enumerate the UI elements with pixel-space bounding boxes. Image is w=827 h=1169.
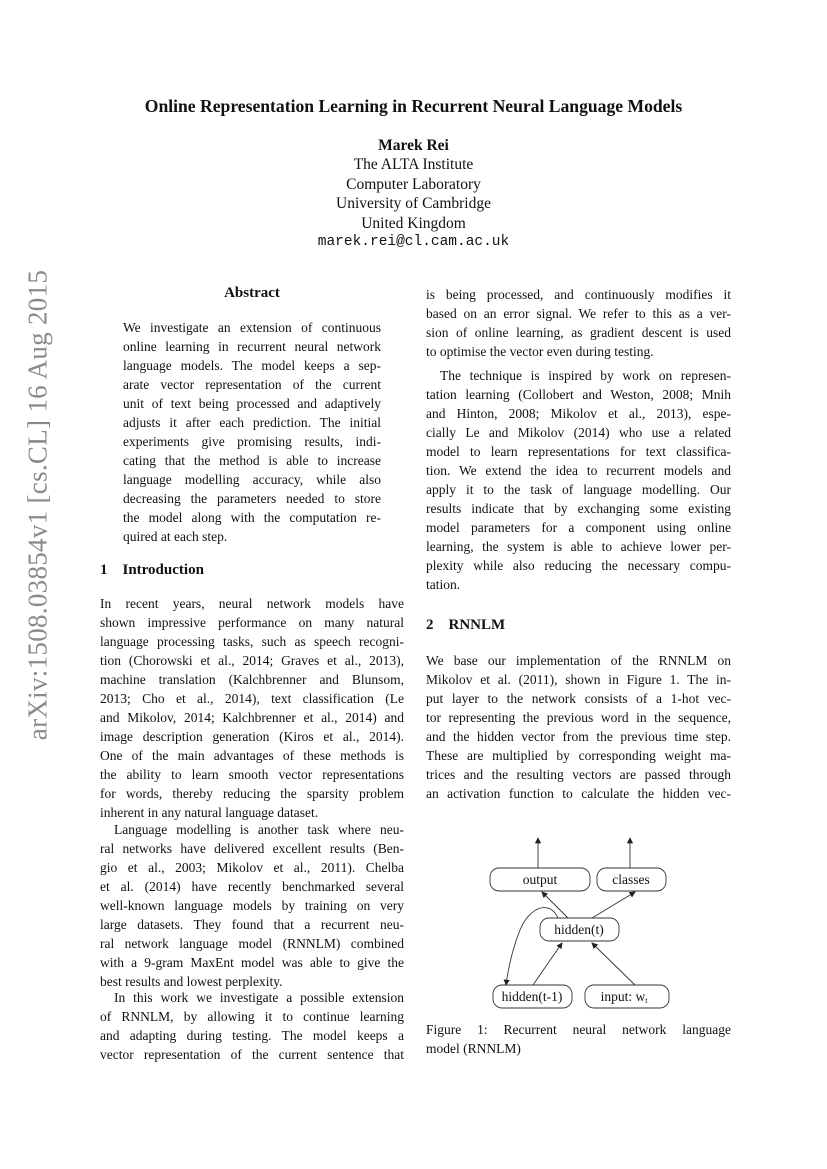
section-title: RNNLM [448, 617, 506, 633]
text-line: an activation function to calculate the hidden vec- [426, 786, 731, 801]
text-line: model parameters for a component using online [426, 520, 731, 535]
node-label [601, 989, 649, 1005]
node-label: output [522, 872, 558, 887]
figure-caption [426, 1020, 731, 1058]
text-line: with a 9-gram MaxEnt model was able to give the [100, 955, 404, 970]
section-number: 1 [100, 562, 108, 578]
affiliation-line: United Kingdom [361, 214, 466, 232]
author-email: marek.rei@cl.cam.ac.uk [317, 234, 510, 251]
section-number: 2 [426, 617, 434, 633]
caption-line: Figure 1: Recurrent neural network language [426, 1022, 731, 1037]
text-line: The technique is inspired by work on represen- [440, 368, 731, 383]
arrow [592, 892, 635, 918]
text-line: results indicate that by exchanging some existing [426, 501, 731, 516]
node-label-text: input: w [600, 989, 646, 1004]
text-line: of RNNLM, by allowing it to continue learning [100, 1009, 404, 1024]
intro-paragraph [100, 988, 404, 1064]
affiliation-line: Computer Laboratory [346, 175, 481, 193]
text-line: tation. [426, 577, 461, 592]
text-line: tation learning (Collobert and Weston, 2008; Mnih [426, 387, 731, 402]
right-paragraph [426, 285, 731, 361]
text-line: gio et al., 2003; Mikolov et al., 2011). Chelba [100, 860, 404, 875]
text-line: tion. We extend the idea to recurrent models and [426, 463, 731, 478]
text-line: decreasing the parameters needed to store [123, 491, 381, 506]
text-line: These are multiplied by corresponding weight ma- [426, 748, 731, 763]
text-line: large datasets. They found that a recurrent neu- [100, 917, 404, 932]
author-block [0, 136, 827, 252]
text-line: machine translation (Kalchbrenner and Blunsom, [100, 672, 404, 687]
text-line: unit of text being processed and adaptively [123, 396, 381, 411]
text-line: language models. The model keeps a sep- [123, 358, 381, 373]
text-line: well-known language models by training on very [100, 898, 404, 913]
text-line: trices and the resulting vectors are passed through [426, 767, 731, 782]
caption-line: model (RNNLM) [426, 1041, 521, 1056]
node-label: classes [612, 872, 650, 887]
node-label-subscript: t [645, 996, 648, 1005]
text-line: tion (Chorowski et al., 2014; Graves et al., 2013), [100, 653, 404, 668]
text-line: image description generation (Kiros et al., 2014). [100, 729, 404, 744]
text-line: ral networks have delivered excellent results (Ben- [100, 841, 404, 856]
text-line: learning, the system is able to achieve lower per- [426, 539, 731, 554]
text-line: language modelling accuracy, while also [123, 472, 381, 487]
text-line: tor representing the previous word in the sequence, [426, 710, 731, 725]
text-line: online learning in recurrent neural network [123, 339, 381, 354]
intro-paragraph [100, 594, 404, 822]
abstract-body [123, 318, 381, 546]
text-line: based on an error signal. We refer to this as a ver- [426, 306, 731, 321]
text-line: adjusts it after each prediction. The initial [123, 415, 381, 430]
text-line: Mikolov et al. (2011), shown in Figure 1. The in- [426, 672, 731, 687]
recurrent-arrow [506, 908, 558, 985]
author-name: Marek Rei [378, 137, 449, 154]
text-line: Language modelling is another task where neu- [114, 822, 404, 837]
right-paragraph [426, 366, 731, 594]
text-line: cating that the method is able to increase [123, 453, 381, 468]
section-heading-introduction [100, 562, 204, 579]
arrow [542, 892, 568, 918]
intro-paragraph [100, 820, 404, 991]
arrow [592, 943, 635, 985]
rnnlm-paragraph [426, 651, 731, 803]
text-line: the model along with the computation re- [123, 510, 381, 525]
text-line: ral network language model (RNNLM) combined [100, 936, 404, 951]
text-line: We investigate an extension of continuous [123, 320, 381, 335]
node-label: hidden(t) [554, 922, 604, 937]
paper-title: Online Representation Learning in Recurrent Neural Language Models [144, 96, 683, 116]
node-label: hidden(t-1) [501, 989, 563, 1004]
text-line: for words, thereby reducing the sparsity problem [100, 786, 404, 801]
text-line: best results and lowest perplexity. [100, 974, 283, 989]
text-line: shown impressive performance on many natural [100, 615, 404, 630]
text-line: apply it to the task of language modelling. Our [426, 482, 731, 497]
text-line: arate vector representation of the current [123, 377, 381, 392]
text-line: to optimise the vector even during testing. [426, 344, 654, 359]
text-line: 2013; Cho et al., 2014), text classification (Le [100, 691, 404, 706]
affiliation-line: University of Cambridge [336, 195, 491, 213]
arxiv-stamp: arXiv:1508.03854v1 [cs.CL] 16 Aug 2015 [22, 269, 53, 741]
text-line: model to learn representations for text classifica- [426, 444, 731, 459]
abstract-heading: Abstract [224, 285, 280, 301]
text-line: language processing tasks, such as speech recogni- [100, 634, 404, 649]
text-line: and Hinton, 2008; Mikolov et al., 2013), espe- [426, 406, 731, 421]
text-line: and adapting during testing. The model keeps a [100, 1028, 404, 1043]
text-line: inherent in any natural language dataset. [100, 805, 319, 820]
rnnlm-diagram [480, 830, 680, 1015]
text-line: vector representation of the current sentence that [100, 1047, 404, 1062]
text-line: One of the main advantages of these methods is [100, 748, 404, 763]
text-line: experiments give promising results, indi- [123, 434, 381, 449]
text-line: quired at each step. [123, 529, 228, 544]
text-line: the ability to learn smooth vector representations [100, 767, 404, 782]
text-line: cially Le and Mikolov (2014) who use a related [426, 425, 731, 440]
text-line: put layer to the network consists of a 1-hot vec- [426, 691, 731, 706]
text-line: et al. (2014) have recently benchmarked several [100, 879, 404, 894]
text-line: and the hidden vector from the previous time step. [426, 729, 731, 744]
text-line: plexity while also reducing the necessary compu- [426, 558, 731, 573]
arrow [533, 943, 562, 985]
affiliation-line: The ALTA Institute [353, 156, 474, 174]
text-line: In this work we investigate a possible extension [114, 990, 404, 1005]
text-line: In recent years, neural network models have [100, 596, 404, 611]
section-heading-rnnlm [426, 617, 505, 634]
text-line: sion of online learning, as gradient descent is used [426, 325, 731, 340]
text-line: and Mikolov, 2014; Kalchbrenner et al., 2014) and [100, 710, 404, 725]
text-line: is being processed, and continuously modifies it [426, 287, 731, 302]
text-line: We base our implementation of the RNNLM on [426, 653, 731, 668]
section-title: Introduction [122, 562, 204, 578]
